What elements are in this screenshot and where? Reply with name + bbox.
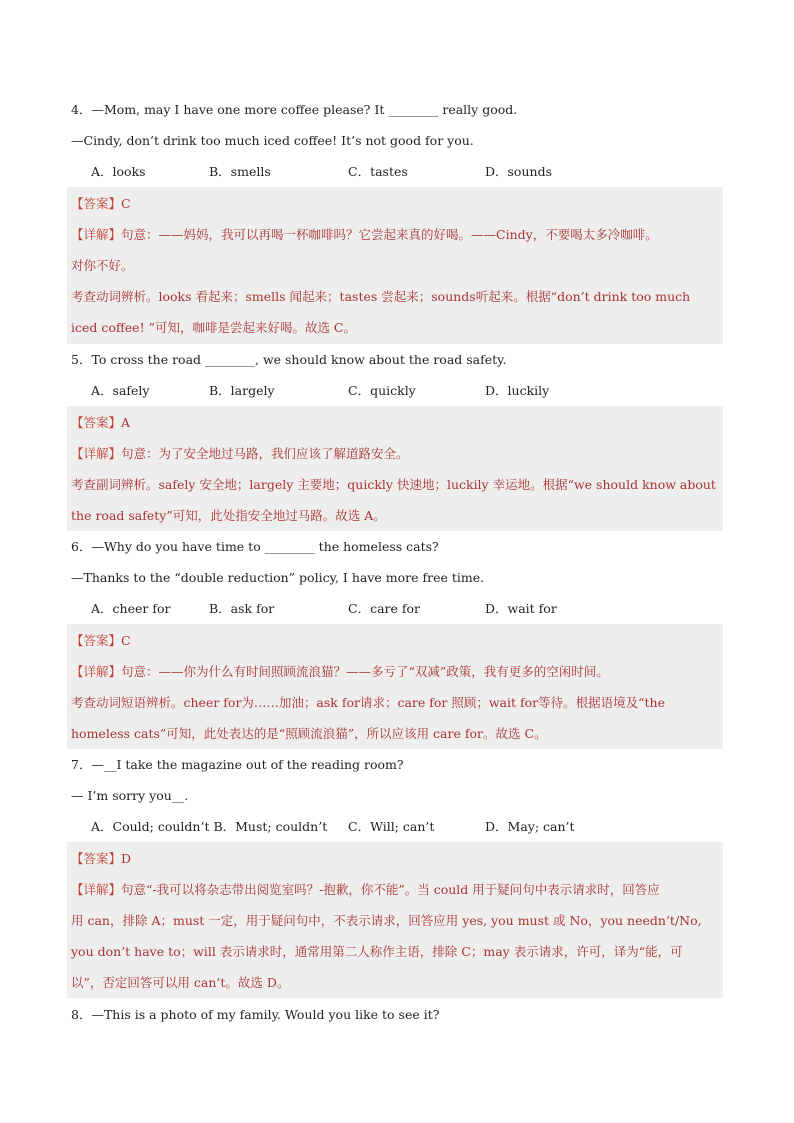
answer-line: [71, 631, 723, 651]
detail-tag: 【详解】: [71, 446, 122, 461]
answer-tag: 【答案】: [71, 196, 122, 211]
answer-tag: 【答案】: [71, 851, 122, 866]
option-b: B．smells: [209, 164, 271, 179]
detail-line-4: 以”，否定回答可以用 can’t。故选 D。: [71, 975, 290, 990]
detail-text: 句意：——妈妈，我可以再喝一杯咖啡吗？它尝起来真的好喝。——Cindy，不要喝太多冷咖啡。: [121, 227, 658, 242]
option-c: C．quickly: [348, 383, 416, 398]
detail-line-2: 对你不好。: [71, 258, 134, 273]
detail-text: 句意：——你为什么有时间照顾流浪猫？——多亏了“双减”政策，我有更多的空闲时间。: [121, 664, 609, 679]
detail-tag: 【详解】: [71, 882, 122, 897]
answer-value: D: [121, 851, 132, 866]
option-c: C．care for: [348, 601, 420, 616]
detail-line-2: 考查副词辨析。safely 安全地；largely 主要地；quickly 快速地；luckily 幸运地。根据“we should know about: [71, 477, 716, 492]
option-d: D．sounds: [485, 164, 552, 179]
question-4-answer-box: [67, 187, 723, 344]
question-6-stem-line-2: —Thanks to the “double reduction” policy, I have more free time.: [71, 570, 485, 585]
detail-text: 句意：为了安全地过马路，我们应该了解道路安全。: [121, 446, 409, 461]
detail-line-2: 用 can，排除 A；must 一定，用于疑问句中，不表示请求，回答应用 yes, you must 或 No，you needn’t/No,: [71, 913, 702, 928]
option-c: C．tastes: [348, 164, 408, 179]
answer-tag: 【答案】: [71, 633, 122, 648]
question-8-stem-line-1: 8．—This is a photo of my family. Would you like to see it?: [71, 1007, 440, 1022]
detail-line-2: 考查动词短语辨析。cheer for为……加油；ask for请求；care for 照顾；wait for等待。根据语境及“the: [71, 695, 666, 710]
question-6-answer-box: [67, 624, 723, 749]
detail-line-3: you don’t have to；will 表示请求时，通常用第二人称作主语，排除 C；may 表示请求，许可，译为“能，可: [71, 944, 683, 959]
question-6-stem-line-1: 6．—Why do you have time to ________ the homeless cats?: [71, 539, 439, 554]
answer-value: A: [121, 415, 131, 430]
question-5-answer-box: [67, 406, 723, 531]
question-5-stem-line-1: 5．To cross the road ________, we should know about the road safety.: [71, 352, 507, 367]
detail-text: 句意“-我可以将杂志带出阅览室吗？-抱歉，你不能”。当 could 用于疑问句中表示请求时，回答应: [121, 882, 660, 897]
answer-line: [71, 849, 723, 869]
answer-value: C: [121, 633, 131, 648]
answer-line: [71, 194, 723, 214]
option-a: A．cheer for: [91, 601, 171, 616]
answer-line: [71, 413, 723, 433]
detail-tag: 【详解】: [71, 227, 122, 242]
option-c: C．Will; can’t: [348, 819, 435, 834]
detail-line-1: [71, 880, 723, 900]
question-7-answer-box: [67, 842, 723, 998]
detail-line-1: [71, 662, 723, 682]
detail-line-3: homeless cats”可知，此处表达的是“照顾流浪猫”，所以应该用 care for。故选 C。: [71, 726, 547, 741]
question-4-stem-line-1: 4．—Mom, may I have one more coffee please? It ________ really good.: [71, 102, 518, 117]
detail-line-4: iced coffee! ”可知，咖啡是尝起来好喝。故选 C。: [71, 320, 356, 335]
option-d: D．luckily: [485, 383, 550, 398]
option-a: A．looks: [91, 164, 146, 179]
question-7-stem-line-2: — I’m sorry you__.: [71, 788, 189, 803]
option-a: A．safely: [91, 383, 150, 398]
option-a-b: A．Could; couldn’t B．Must; couldn’t: [91, 819, 328, 834]
detail-line-3: the road safety”可知，此处指安全地过马路。故选 A。: [71, 508, 386, 523]
answer-value: C: [121, 196, 131, 211]
question-7-stem-line-1: 7．—__I take the magazine out of the reading room?: [71, 757, 404, 772]
detail-line-3: 考查动词辨析。looks 看起来；smells 闻起来；tastes 尝起来；sounds听起来。根据“don’t drink too much: [71, 289, 691, 304]
question-4-stem-line-2: —Cindy, don’t drink too much iced coffee! It’s not good for you.: [71, 133, 474, 148]
option-b: B．ask for: [209, 601, 275, 616]
option-d: D．May; can’t: [485, 819, 575, 834]
detail-tag: 【详解】: [71, 664, 122, 679]
detail-line-1: [71, 225, 723, 245]
option-b: B．largely: [209, 383, 275, 398]
answer-tag: 【答案】: [71, 415, 122, 430]
option-d: D．wait for: [485, 601, 557, 616]
detail-line-1: [71, 444, 723, 464]
